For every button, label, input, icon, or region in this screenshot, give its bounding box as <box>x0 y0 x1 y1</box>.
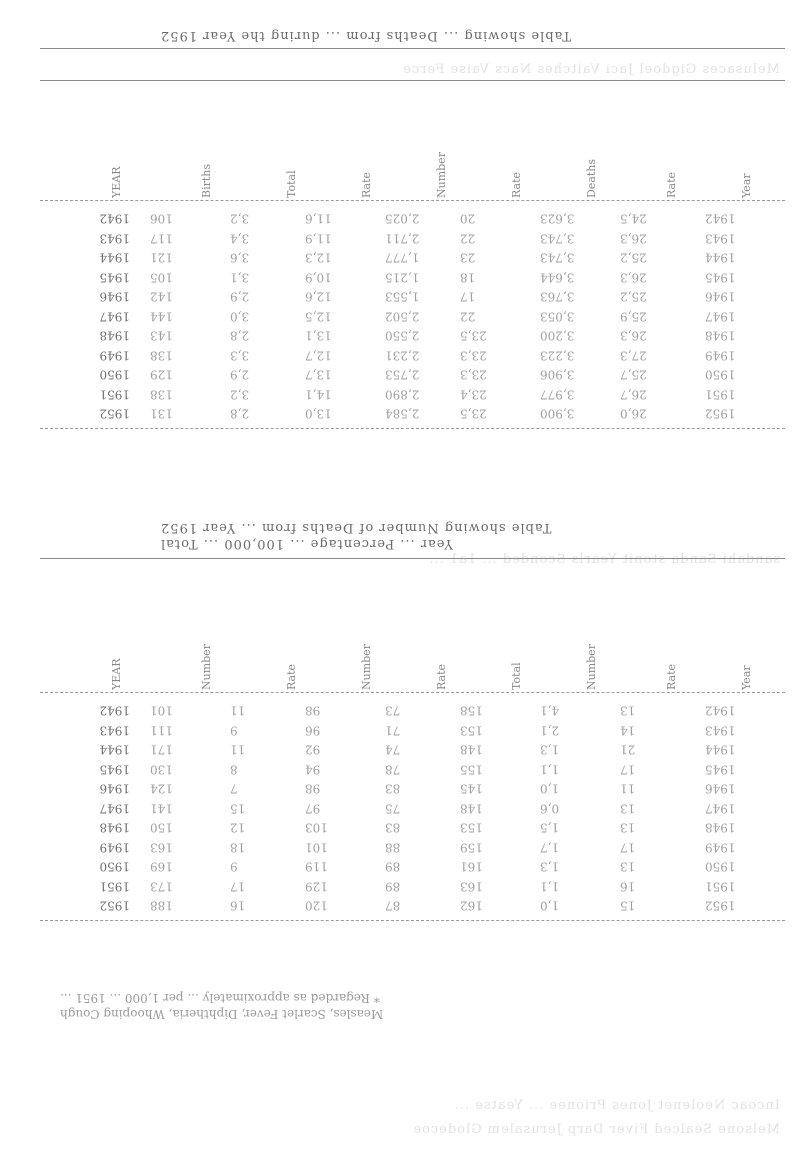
table-cell: 103 <box>305 820 328 835</box>
table-cell: 1951 <box>705 387 736 401</box>
table-cell: 11 <box>230 703 246 718</box>
table-cell: 2,231 <box>385 348 420 362</box>
table-cell: 129 <box>150 367 173 382</box>
column-header: Rate <box>665 663 678 690</box>
bleed-line: Melsone Sealced Fiver Darp Jerusalem Glodecoe <box>412 1122 780 1137</box>
table-1-column <box>230 208 290 423</box>
table-cell: 162 <box>460 898 483 913</box>
table-cell: 101 <box>305 840 328 854</box>
table-cell: 24,5 <box>620 211 647 226</box>
table-cell: 2,8 <box>230 328 250 343</box>
table-cell: 158 <box>460 703 483 718</box>
rule <box>40 200 785 201</box>
table-cell: 17 <box>620 762 636 776</box>
table-cell: 83 <box>385 781 401 796</box>
table-cell: 13,1 <box>305 328 332 343</box>
table-cell: 124 <box>150 781 173 796</box>
table-cell: 0,6 <box>540 801 560 815</box>
table-cell: 138 <box>150 348 173 362</box>
table-cell: 11,6 <box>305 211 332 226</box>
table-cell: 1946 <box>705 289 736 304</box>
column-header: YEAR <box>110 658 123 690</box>
table-cell: 2,502 <box>385 309 420 323</box>
rule <box>40 48 785 49</box>
table-cell: 1952 <box>99 898 130 913</box>
table-cell: 1943 <box>705 231 736 245</box>
table-2-column <box>620 700 680 915</box>
table-cell: 12,5 <box>305 309 332 323</box>
column-header: Year <box>740 173 753 198</box>
table-cell: 17 <box>460 289 476 304</box>
column-header: Rate <box>665 171 678 198</box>
table-cell: 11 <box>620 781 636 796</box>
table-cell: 1943 <box>705 723 736 737</box>
table-cell: 25,2 <box>620 289 647 304</box>
table-cell: 138 <box>150 387 173 401</box>
table-cell: 13,7 <box>305 367 332 382</box>
table-cell: 188 <box>150 898 173 913</box>
table-cell: 1948 <box>99 820 130 835</box>
table-cell: 23,3 <box>460 367 487 382</box>
table-cell: 98 <box>305 703 321 718</box>
table-cell: 74 <box>385 742 401 757</box>
table-cell: 71 <box>385 723 401 737</box>
table-cell: 8 <box>230 762 238 776</box>
column-header: Number <box>200 644 213 690</box>
table-cell: 1945 <box>99 270 130 284</box>
bleed-line: Melusaces Gigdoel Jaci Vaitches Nacs Vaise Ferce <box>402 62 780 77</box>
table-cell: 1947 <box>99 801 130 815</box>
table-cell: 3,1 <box>230 270 250 284</box>
table-cell: 1950 <box>99 859 130 874</box>
table-cell: 1942 <box>99 211 130 226</box>
table-cell: 148 <box>460 742 483 757</box>
table-cell: 26,3 <box>620 270 647 284</box>
table-cell: 2,753 <box>385 367 420 382</box>
table-cell: 1947 <box>705 801 736 815</box>
table-cell: 14,1 <box>305 387 332 401</box>
rule <box>40 920 785 921</box>
table-cell: 23 <box>460 250 476 265</box>
table-2-column <box>230 700 290 915</box>
column-header: Rate <box>360 171 373 198</box>
table-cell: 25,2 <box>620 250 647 265</box>
table-cell: 1944 <box>705 742 736 757</box>
table-cell: 153 <box>460 820 483 835</box>
table-cell: 101 <box>150 703 173 718</box>
table-cell: 3,4 <box>230 231 250 245</box>
table-cell: 131 <box>150 406 173 421</box>
column-header: Total <box>285 170 298 198</box>
table-cell: 144 <box>150 309 173 323</box>
table-cell: 1945 <box>705 270 736 284</box>
table-cell: 1951 <box>99 387 130 401</box>
table-cell: 97 <box>305 801 321 815</box>
table-cell: 143 <box>150 328 173 343</box>
table-cell: 155 <box>460 762 483 776</box>
table-cell: 3,644 <box>540 270 575 284</box>
table-cell: 1952 <box>705 406 736 421</box>
table-cell: 2,890 <box>385 387 420 401</box>
table-cell: 3,0 <box>230 309 250 323</box>
table-1-column <box>460 208 520 423</box>
table-cell: 1,0 <box>540 781 560 796</box>
bleed-line: sandahi Sanda stonit Yearls Sconded ... 1a1 ... <box>428 552 780 567</box>
table-cell: 1948 <box>705 820 736 835</box>
table-cell: 3,2 <box>230 211 250 226</box>
table-cell: 21 <box>620 742 636 757</box>
table-cell: 1946 <box>99 289 130 304</box>
table-cell: 3,743 <box>540 250 575 265</box>
table-1-column <box>705 208 765 423</box>
table-cell: 23,4 <box>460 387 487 401</box>
table-2-column <box>540 700 600 915</box>
rule <box>40 80 785 81</box>
table-cell: 13 <box>620 859 636 874</box>
table-cell: 1944 <box>705 250 736 265</box>
rule <box>40 692 785 693</box>
table-cell: 1949 <box>99 840 130 854</box>
table-cell: 4,1 <box>540 703 560 718</box>
table-cell: 1948 <box>99 328 130 343</box>
table-cell: 129 <box>305 879 328 893</box>
table-cell: 20 <box>460 211 476 226</box>
table-cell: 3,6 <box>230 250 250 265</box>
table-cell: 2,9 <box>230 367 250 382</box>
table-cell: 1951 <box>99 879 130 893</box>
table-cell: 2,8 <box>230 406 250 421</box>
table-cell: 75 <box>385 801 401 815</box>
column-header: Number <box>360 644 373 690</box>
table-cell: 83 <box>385 820 401 835</box>
table-cell: 1,3 <box>540 742 560 757</box>
table-2-column <box>150 700 210 915</box>
table-cell: 73 <box>385 703 401 718</box>
table-cell: 1,7 <box>540 840 560 854</box>
table-1-column <box>305 208 365 423</box>
table-cell: 173 <box>150 879 173 893</box>
table-cell: 13 <box>620 820 636 835</box>
table-cell: 3,200 <box>540 328 575 343</box>
table-cell: 141 <box>150 801 173 815</box>
table-cell: 1945 <box>99 762 130 776</box>
table-footnotes <box>60 990 780 1022</box>
table-cell: 1942 <box>705 703 736 718</box>
table-cell: 87 <box>385 898 401 913</box>
table-cell: 13 <box>620 703 636 718</box>
table-cell: 1950 <box>705 367 736 382</box>
column-header: Rate <box>435 663 448 690</box>
table-cell: 1947 <box>99 309 130 323</box>
column-header: YEAR <box>110 166 123 198</box>
table-cell: 3,2 <box>230 387 250 401</box>
table-cell: 14 <box>620 723 636 737</box>
table-cell: 161 <box>460 859 483 874</box>
table-2-column <box>705 700 765 915</box>
table-cell: 1,1 <box>540 762 560 776</box>
table-cell: 1946 <box>99 781 130 796</box>
rule <box>40 428 785 429</box>
table-cell: 1,5 <box>540 820 560 835</box>
table-cell: 117 <box>150 231 173 245</box>
table-cell: 22 <box>460 231 476 245</box>
table-1-column <box>385 208 445 423</box>
column-header: Deaths <box>585 158 598 198</box>
table-cell: 1947 <box>705 309 736 323</box>
table-cell: 130 <box>150 762 173 776</box>
table-cell: 1,777 <box>385 250 420 265</box>
table-cell: 78 <box>385 762 401 776</box>
footnote: * Regarded as approximately ... per 1,000 ... 1951 ... <box>60 991 380 1005</box>
table-cell: 22 <box>460 309 476 323</box>
column-header: Number <box>585 644 598 690</box>
table-cell: 1943 <box>99 723 130 737</box>
table-cell: 1952 <box>705 898 736 913</box>
table-cell: 17 <box>620 840 636 854</box>
table-cell: 1949 <box>705 348 736 362</box>
table-cell: 3,3 <box>230 348 250 362</box>
column-header: Total <box>510 662 523 690</box>
table-cell: 26,0 <box>620 406 647 421</box>
table-cell: 16 <box>620 879 636 893</box>
table-2-column <box>460 700 520 915</box>
table-cell: 2,550 <box>385 328 420 343</box>
table-cell: 98 <box>305 781 321 796</box>
table-cell: 1,1 <box>540 879 560 893</box>
table-cell: 10,9 <box>305 270 332 284</box>
table-cell: 2,1 <box>540 723 560 737</box>
table-cell: 7 <box>230 781 238 796</box>
column-header: Year <box>740 665 753 690</box>
table-cell: 3,743 <box>540 231 575 245</box>
table-cell: 1948 <box>705 328 736 343</box>
table-cell: 3,623 <box>540 211 575 226</box>
table-cell: 12,6 <box>305 289 332 304</box>
table-cell: 23,5 <box>460 406 487 421</box>
footnote: Measles, Scarlet Fever, Diphtheria, Whooping Cough <box>60 1007 384 1021</box>
table-cell: 1944 <box>99 250 130 265</box>
table-cell: 9 <box>230 859 238 874</box>
table-cell: 1950 <box>705 859 736 874</box>
table-cell: 150 <box>150 820 173 835</box>
table-2-title: Table showing Number of Deaths from ... Year 1952 <box>160 520 552 535</box>
table-1-column <box>620 208 680 423</box>
table-cell: 94 <box>305 762 321 776</box>
table-cell: 3,900 <box>540 406 575 421</box>
column-header: Births <box>200 163 213 198</box>
table-cell: 3,053 <box>540 309 575 323</box>
table-cell: 15 <box>230 801 246 815</box>
table-cell: 3,763 <box>540 289 575 304</box>
table-cell: 1,215 <box>385 270 420 284</box>
table-cell: 1946 <box>705 781 736 796</box>
table-cell: 17 <box>230 879 246 893</box>
table-cell: 26,3 <box>620 328 647 343</box>
table-1 <box>40 28 785 508</box>
table-cell: 12 <box>230 820 246 835</box>
table-cell: 11,9 <box>305 231 332 245</box>
table-2-column <box>385 700 445 915</box>
table-1-column <box>150 208 210 423</box>
table-cell: 163 <box>150 840 173 854</box>
table-cell: 25,7 <box>620 367 647 382</box>
table-2-column <box>305 700 365 915</box>
table-cell: 15 <box>620 898 636 913</box>
table-cell: 89 <box>385 859 401 874</box>
table-cell: 18 <box>230 840 246 854</box>
column-header: Rate <box>510 171 523 198</box>
table-cell: 1949 <box>99 348 130 362</box>
table-cell: 120 <box>305 898 328 913</box>
table-1-title: Table showing ... Deaths from ... during the Year 1952 <box>160 28 571 43</box>
table-cell: 18 <box>460 270 476 284</box>
table-cell: 9 <box>230 723 238 737</box>
column-header: Number <box>435 152 448 198</box>
table-cell: 26,3 <box>620 231 647 245</box>
table-cell: 92 <box>305 742 321 757</box>
table-cell: 142 <box>150 289 173 304</box>
table-cell: 89 <box>385 879 401 893</box>
table-2 <box>40 520 785 990</box>
table-cell: 13 <box>620 801 636 815</box>
rule <box>40 558 785 559</box>
binding-edge <box>2 60 16 180</box>
table-cell: 121 <box>150 250 173 265</box>
table-cell: 119 <box>305 859 328 874</box>
table-cell: 1952 <box>99 406 130 421</box>
table-cell: 3,906 <box>540 367 575 382</box>
table-cell: 1,3 <box>540 859 560 874</box>
bleed-line: Incoac Neolenet Jones Prionee ... Yeatse ... <box>453 1098 780 1113</box>
table-cell: 3,223 <box>540 348 575 362</box>
table-cell: 23,3 <box>460 348 487 362</box>
table-cell: 88 <box>385 840 401 854</box>
table-cell: 1943 <box>99 231 130 245</box>
table-cell: 153 <box>460 723 483 737</box>
table-cell: 148 <box>460 801 483 815</box>
table-cell: 96 <box>305 723 321 737</box>
table-cell: 2,9 <box>230 289 250 304</box>
table-cell: 11 <box>230 742 246 757</box>
table-cell: 23,5 <box>460 328 487 343</box>
table-cell: 2,584 <box>385 406 420 421</box>
table-cell: 27,3 <box>620 348 647 362</box>
table-cell: 13,0 <box>305 406 332 421</box>
table-cell: 159 <box>460 840 483 854</box>
table-cell: 105 <box>150 270 173 284</box>
table-cell: 145 <box>460 781 483 796</box>
table-2-column <box>70 700 130 915</box>
table-cell: 106 <box>150 211 173 226</box>
table-cell: 26,7 <box>620 387 647 401</box>
table-cell: 2,025 <box>385 211 420 226</box>
table-cell: 16 <box>230 898 246 913</box>
table-2-subtitle: Year ... Percentage ... 100,000 ... Total <box>160 536 453 551</box>
table-1-column <box>540 208 600 423</box>
table-cell: 1944 <box>99 742 130 757</box>
table-cell: 1950 <box>99 367 130 382</box>
table-cell: 12,3 <box>305 250 332 265</box>
table-cell: 1951 <box>705 879 736 893</box>
table-cell: 1949 <box>705 840 736 854</box>
table-cell: 111 <box>150 723 173 737</box>
table-1-column <box>70 208 130 423</box>
table-cell: 1942 <box>705 211 736 226</box>
table-cell: 1945 <box>705 762 736 776</box>
table-cell: 1,0 <box>540 898 560 913</box>
table-cell: 163 <box>460 879 483 893</box>
table-cell: 1,553 <box>385 289 420 304</box>
table-cell: 1942 <box>99 703 130 718</box>
table-cell: 12,7 <box>305 348 332 362</box>
table-cell: 25,9 <box>620 309 647 323</box>
table-cell: 171 <box>150 742 173 757</box>
table-cell: 169 <box>150 859 173 874</box>
column-header: Rate <box>285 663 298 690</box>
table-cell: 3,977 <box>540 387 575 401</box>
table-cell: 2,711 <box>385 231 420 245</box>
